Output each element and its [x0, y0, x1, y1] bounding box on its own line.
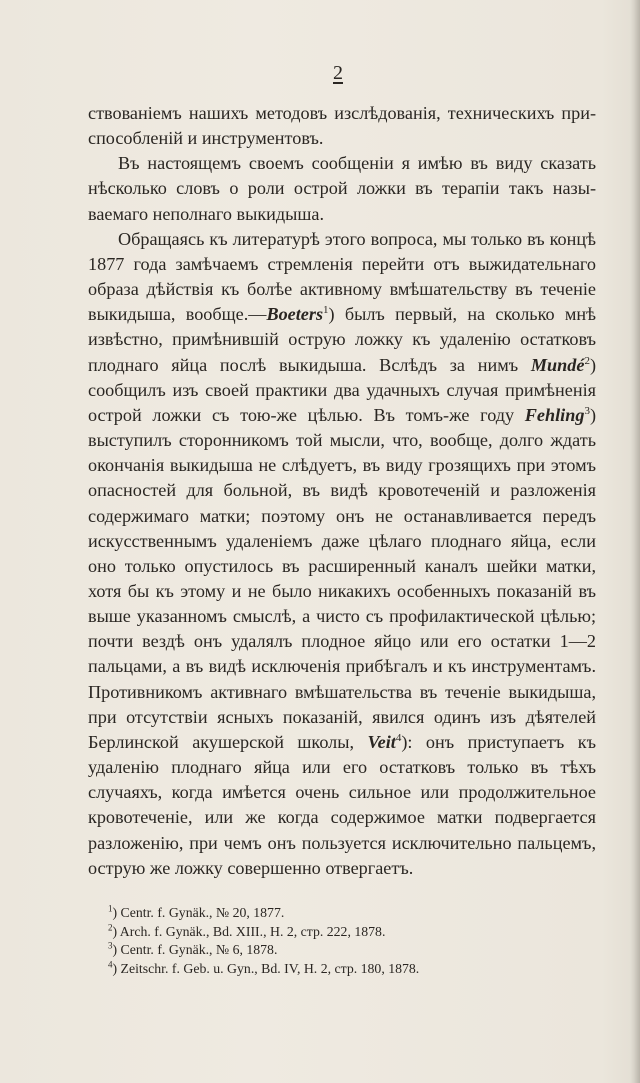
paragraph-1	[88, 101, 596, 151]
author-name-veit: Veit	[367, 731, 396, 752]
footnote-number: 2	[108, 922, 113, 932]
footnote-ref-4: 4	[395, 731, 402, 744]
footnote-text: ) Zeitschr. f. Geb. u. Gyn., Bd. IV, H. 2, стр. 180, 1878.	[112, 960, 420, 976]
footnote-text: ) Centr. f. Gynäk., № 6, 1878.	[112, 942, 278, 958]
paragraph-3-text: ) былъ первый, на сколько мнѣ извѣстно, примѣнившій острую ложку къ удаленію остатковъ плоднаго яйца послѣ выкидыша. Вслѣдъ за нимъ	[88, 304, 596, 375]
paragraph-2	[88, 151, 596, 226]
footnote-number: 3	[108, 940, 113, 951]
footnote	[108, 923, 588, 942]
author-name-fehling: Fehling	[524, 404, 585, 425]
footnotes	[108, 904, 588, 978]
paragraph-3-text: ) сообщилъ изъ своей практики два удачныхъ случая примѣненія острой ложки съ тою-же цѣлью. Въ томъ-же году	[88, 354, 596, 425]
footnote-text: ) Centr. f. Gynäk., № 20, 1877.	[112, 905, 285, 920]
footnote	[108, 904, 588, 923]
footnote-ref-2: 2	[584, 354, 590, 367]
page-number: 2	[333, 62, 343, 84]
page-edge-shadow	[630, 0, 640, 1083]
footnote-number: 1	[108, 903, 113, 914]
paragraph-1-text: ствованіемъ нашихъ методовъ изслѣдованія, техническихъ приспособленій и инструментовъ.	[88, 103, 596, 149]
footnote	[108, 960, 588, 979]
footnote-text: ) Arch. f. Gynäk., Bd. XIII., H. 2, стр. 222, 1878.	[112, 923, 386, 939]
main-text	[88, 101, 596, 881]
paragraph-3-text: Обращаясь къ литературѣ этого вопроса, мы только въ концѣ 1877 года замѣчаемъ стремленія перейти отъ выжидательнаго образа дѣйствія къ болѣе активному вмѣшательству въ теченіе выкидыша, вообще.—	[88, 228, 596, 325]
paragraph-2-text: Въ настоящемъ своемъ сообщеніи я имѣю въ виду сказать нѣсколько словъ о роли острой ложки въ терапіи такъ называемаго неполнаго выкидыша.	[88, 153, 596, 224]
footnote-ref-3: 3	[584, 404, 590, 417]
footnote-ref-1: 1	[323, 304, 329, 317]
footnote	[108, 941, 588, 960]
author-name-munde: Mundé	[530, 354, 585, 375]
paragraph-3-text: ) выступилъ сторонникомъ той мысли, что, вообще, долго ждать окончанія выкидыша не слѣдуетъ, въ виду грозящихъ при этомъ опасностей для больной, въ видѣ кровотеченій и разложенія содержимаго матки; поэтому онъ не останавливается передъ искусственнымъ удаленіемъ даже цѣлаго плоднаго яйца, если оно только опустилось въ расширенный каналъ шейки матки, хотя бы къ этому и не было никакихъ особенныхъ показаній въ выше указанномъ смыслѣ, а чисто съ профилактической цѣлью; почти вездѣ онъ удалялъ плодное яйцо или его остатки 1—2 пальцами, а въ видѣ исключенія прибѣгалъ и къ инструментамъ. Противникомъ активнаго вмѣшательства въ теченіе выкидыша, при отсутствіи ясныхъ показаній, явился одинъ изъ дѣятелей Берлинской акушерской школы,	[88, 404, 596, 752]
author-name-boeters: Boeters	[266, 304, 324, 325]
paragraph-3	[88, 227, 596, 881]
paragraph-3-text: ): онъ приступаетъ къ удаленію плоднаго яйца или его остатковъ только въ тѣхъ случаяхъ, когда имѣется очень сильное или продолжительное кровотеченіе, или же когда содержимое матки подвергается разложенію, при чемъ онъ пользуется исключительно пальцемъ, острую же ложку совершенно отвергаетъ.	[88, 731, 596, 878]
footnote-number: 4	[108, 959, 113, 970]
